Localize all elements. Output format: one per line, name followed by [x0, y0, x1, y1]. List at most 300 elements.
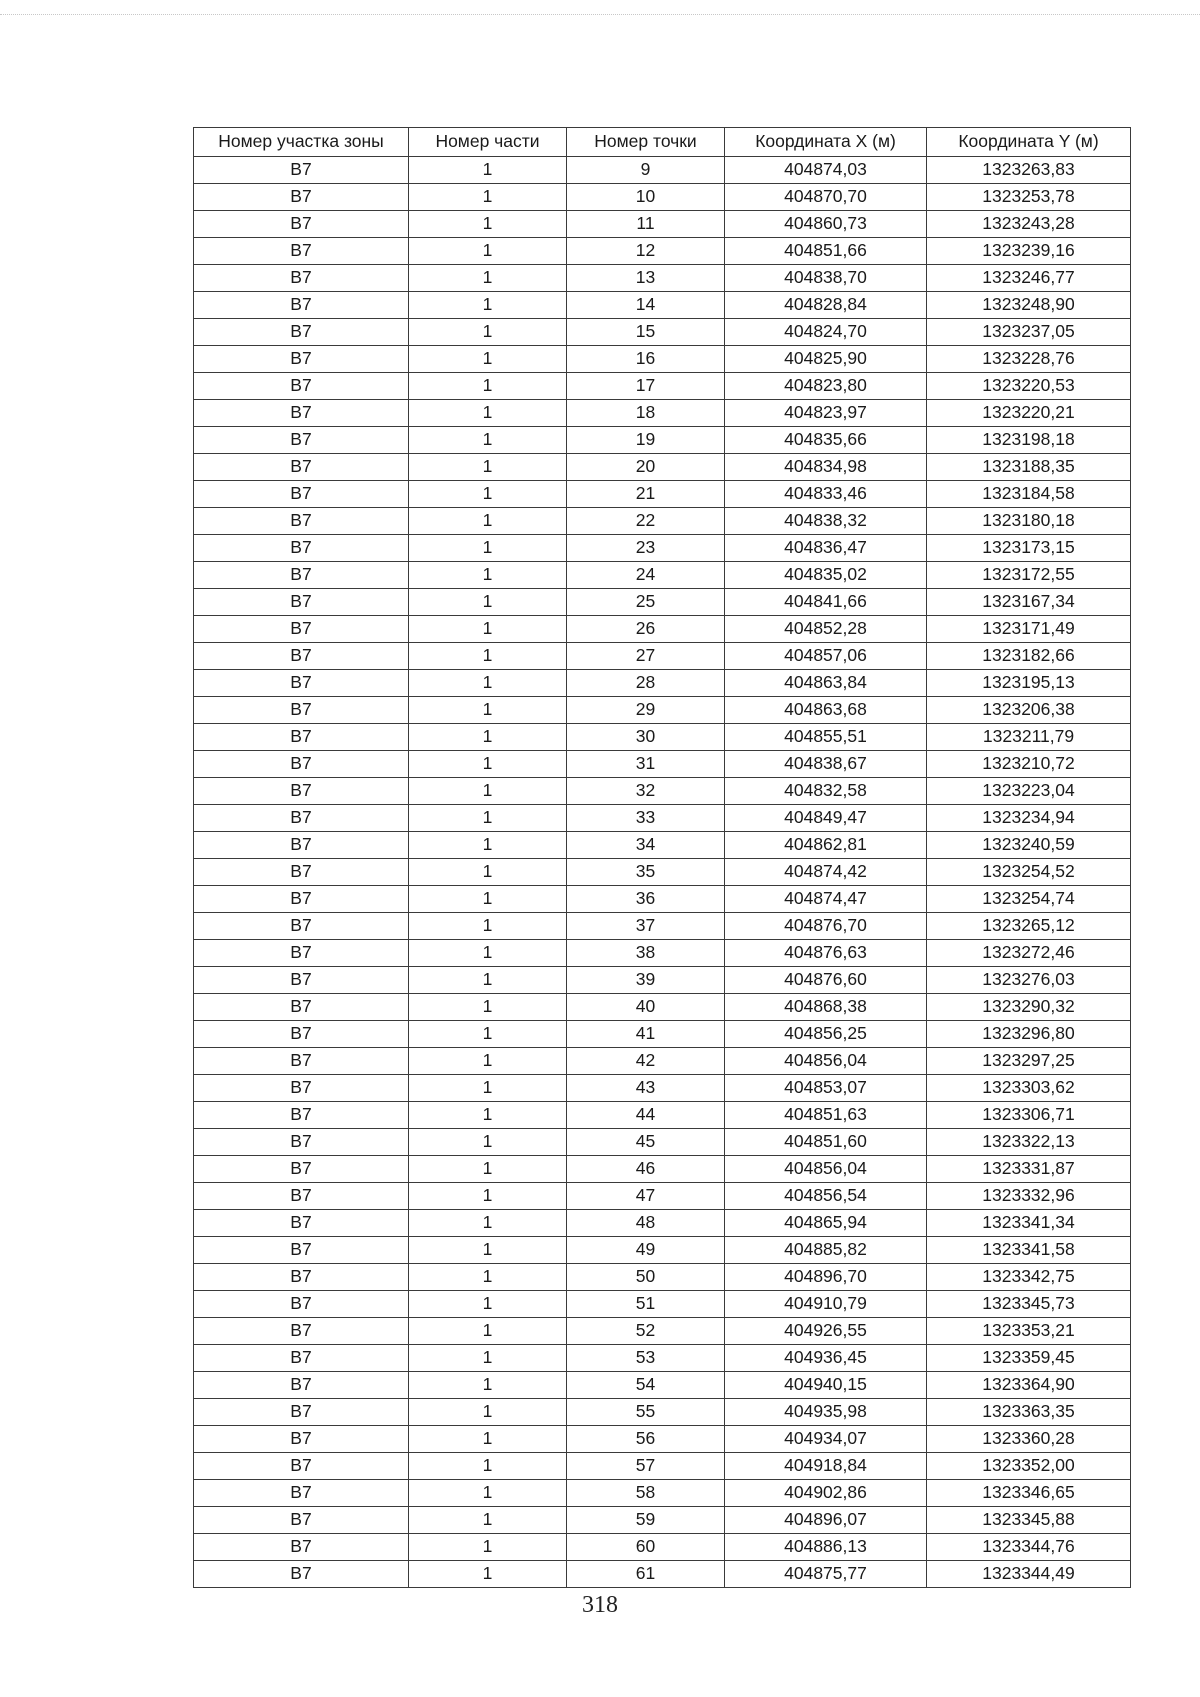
- cell-coordinate-y: 1323228,76: [927, 346, 1131, 373]
- cell-zone-section: B7: [194, 643, 409, 670]
- cell-point-number: 14: [567, 292, 725, 319]
- cell-coordinate-x: 404926,55: [725, 1318, 927, 1345]
- cell-coordinate-y: 1323352,00: [927, 1453, 1131, 1480]
- cell-coordinate-x: 404838,32: [725, 508, 927, 535]
- cell-coordinate-x: 404851,63: [725, 1102, 927, 1129]
- cell-part-number: 1: [409, 1102, 567, 1129]
- header-point-number: Номер точки: [567, 128, 725, 157]
- cell-part-number: 1: [409, 1534, 567, 1561]
- cell-part-number: 1: [409, 427, 567, 454]
- cell-part-number: 1: [409, 778, 567, 805]
- cell-coordinate-y: 1323206,38: [927, 697, 1131, 724]
- table-row: [194, 1372, 1131, 1399]
- cell-coordinate-y: 1323184,58: [927, 481, 1131, 508]
- table-row: [194, 481, 1131, 508]
- cell-coordinate-y: 1323195,13: [927, 670, 1131, 697]
- page-number: 318: [582, 1592, 618, 1618]
- cell-zone-section: B7: [194, 670, 409, 697]
- cell-point-number: 60: [567, 1534, 725, 1561]
- cell-coordinate-x: 404910,79: [725, 1291, 927, 1318]
- header-coordinate-y: Координата Y (м): [927, 128, 1131, 157]
- cell-part-number: 1: [409, 1399, 567, 1426]
- table-row: [194, 319, 1131, 346]
- table-row: [194, 1399, 1131, 1426]
- cell-coordinate-y: 1323243,28: [927, 211, 1131, 238]
- cell-zone-section: B7: [194, 292, 409, 319]
- cell-point-number: 50: [567, 1264, 725, 1291]
- cell-point-number: 20: [567, 454, 725, 481]
- cell-coordinate-y: 1323346,65: [927, 1480, 1131, 1507]
- cell-zone-section: B7: [194, 1426, 409, 1453]
- cell-zone-section: B7: [194, 940, 409, 967]
- cell-zone-section: B7: [194, 859, 409, 886]
- cell-part-number: 1: [409, 481, 567, 508]
- cell-point-number: 53: [567, 1345, 725, 1372]
- cell-point-number: 26: [567, 616, 725, 643]
- cell-coordinate-y: 1323253,78: [927, 184, 1131, 211]
- cell-part-number: 1: [409, 157, 567, 184]
- cell-zone-section: B7: [194, 1129, 409, 1156]
- cell-coordinate-x: 404835,66: [725, 427, 927, 454]
- cell-coordinate-x: 404876,60: [725, 967, 927, 994]
- header-part-number: Номер части: [409, 128, 567, 157]
- header-coordinate-x: Координата X (м): [725, 128, 927, 157]
- cell-coordinate-y: 1323364,90: [927, 1372, 1131, 1399]
- cell-zone-section: B7: [194, 1156, 409, 1183]
- cell-coordinate-x: 404856,54: [725, 1183, 927, 1210]
- cell-point-number: 46: [567, 1156, 725, 1183]
- cell-coordinate-x: 404896,07: [725, 1507, 927, 1534]
- cell-point-number: 22: [567, 508, 725, 535]
- table-row: [194, 535, 1131, 562]
- cell-coordinate-y: 1323363,35: [927, 1399, 1131, 1426]
- cell-coordinate-y: 1323359,45: [927, 1345, 1131, 1372]
- cell-part-number: 1: [409, 1561, 567, 1588]
- cell-part-number: 1: [409, 616, 567, 643]
- table-row: [194, 211, 1131, 238]
- cell-part-number: 1: [409, 805, 567, 832]
- cell-zone-section: B7: [194, 508, 409, 535]
- cell-zone-section: B7: [194, 427, 409, 454]
- cell-coordinate-y: 1323254,52: [927, 859, 1131, 886]
- cell-part-number: 1: [409, 697, 567, 724]
- cell-coordinate-x: 404856,04: [725, 1156, 927, 1183]
- cell-part-number: 1: [409, 1156, 567, 1183]
- cell-coordinate-x: 404853,07: [725, 1075, 927, 1102]
- cell-coordinate-y: 1323303,62: [927, 1075, 1131, 1102]
- cell-coordinate-y: 1323265,12: [927, 913, 1131, 940]
- cell-zone-section: B7: [194, 1021, 409, 1048]
- cell-point-number: 30: [567, 724, 725, 751]
- cell-zone-section: B7: [194, 400, 409, 427]
- cell-coordinate-x: 404940,15: [725, 1372, 927, 1399]
- table-row: [194, 751, 1131, 778]
- cell-part-number: 1: [409, 1264, 567, 1291]
- cell-zone-section: B7: [194, 1291, 409, 1318]
- coordinates-table: [193, 127, 1131, 1588]
- table-row: [194, 670, 1131, 697]
- cell-point-number: 28: [567, 670, 725, 697]
- table-row: [194, 184, 1131, 211]
- cell-part-number: 1: [409, 859, 567, 886]
- cell-point-number: 23: [567, 535, 725, 562]
- table-body: [194, 157, 1131, 1588]
- header-zone-section-number: Номер участка зоны: [194, 128, 409, 157]
- table-row: [194, 1345, 1131, 1372]
- cell-part-number: 1: [409, 1075, 567, 1102]
- cell-point-number: 16: [567, 346, 725, 373]
- cell-coordinate-y: 1323240,59: [927, 832, 1131, 859]
- cell-coordinate-x: 404838,70: [725, 265, 927, 292]
- cell-coordinate-y: 1323223,04: [927, 778, 1131, 805]
- table-row: [194, 1102, 1131, 1129]
- cell-zone-section: B7: [194, 211, 409, 238]
- cell-coordinate-y: 1323246,77: [927, 265, 1131, 292]
- cell-point-number: 10: [567, 184, 725, 211]
- cell-zone-section: B7: [194, 967, 409, 994]
- cell-coordinate-y: 1323353,21: [927, 1318, 1131, 1345]
- cell-point-number: 27: [567, 643, 725, 670]
- cell-point-number: 21: [567, 481, 725, 508]
- table-row: [194, 1210, 1131, 1237]
- cell-coordinate-y: 1323345,88: [927, 1507, 1131, 1534]
- table-row: [194, 1237, 1131, 1264]
- table-row: [194, 427, 1131, 454]
- cell-coordinate-y: 1323172,55: [927, 562, 1131, 589]
- cell-coordinate-y: 1323254,74: [927, 886, 1131, 913]
- cell-part-number: 1: [409, 1453, 567, 1480]
- table-row: [194, 643, 1131, 670]
- cell-coordinate-y: 1323263,83: [927, 157, 1131, 184]
- cell-coordinate-x: 404851,66: [725, 238, 927, 265]
- table-row: [194, 1048, 1131, 1075]
- cell-coordinate-x: 404851,60: [725, 1129, 927, 1156]
- cell-coordinate-y: 1323344,49: [927, 1561, 1131, 1588]
- cell-coordinate-x: 404886,13: [725, 1534, 927, 1561]
- table-row: [194, 1183, 1131, 1210]
- cell-zone-section: B7: [194, 886, 409, 913]
- cell-point-number: 31: [567, 751, 725, 778]
- table-row: [194, 724, 1131, 751]
- table-row: [194, 616, 1131, 643]
- cell-zone-section: B7: [194, 265, 409, 292]
- table-row: [194, 859, 1131, 886]
- cell-zone-section: B7: [194, 1048, 409, 1075]
- cell-point-number: 17: [567, 373, 725, 400]
- cell-coordinate-x: 404841,66: [725, 589, 927, 616]
- cell-zone-section: B7: [194, 751, 409, 778]
- cell-part-number: 1: [409, 562, 567, 589]
- cell-coordinate-y: 1323171,49: [927, 616, 1131, 643]
- cell-point-number: 42: [567, 1048, 725, 1075]
- cell-zone-section: B7: [194, 562, 409, 589]
- cell-coordinate-x: 404870,70: [725, 184, 927, 211]
- cell-zone-section: B7: [194, 994, 409, 1021]
- cell-coordinate-x: 404823,80: [725, 373, 927, 400]
- cell-zone-section: B7: [194, 238, 409, 265]
- table-row: [194, 1480, 1131, 1507]
- cell-coordinate-y: 1323290,32: [927, 994, 1131, 1021]
- cell-zone-section: B7: [194, 697, 409, 724]
- cell-point-number: 56: [567, 1426, 725, 1453]
- cell-point-number: 9: [567, 157, 725, 184]
- cell-part-number: 1: [409, 1021, 567, 1048]
- cell-coordinate-x: 404934,07: [725, 1426, 927, 1453]
- table-row: [194, 940, 1131, 967]
- cell-part-number: 1: [409, 292, 567, 319]
- cell-coordinate-x: 404865,94: [725, 1210, 927, 1237]
- table-row: [194, 346, 1131, 373]
- cell-part-number: 1: [409, 211, 567, 238]
- table-row: [194, 400, 1131, 427]
- cell-coordinate-x: 404863,68: [725, 697, 927, 724]
- table-row: [194, 967, 1131, 994]
- cell-zone-section: B7: [194, 1399, 409, 1426]
- table-row: [194, 913, 1131, 940]
- cell-point-number: 57: [567, 1453, 725, 1480]
- cell-coordinate-y: 1323306,71: [927, 1102, 1131, 1129]
- cell-point-number: 38: [567, 940, 725, 967]
- cell-coordinate-y: 1323342,75: [927, 1264, 1131, 1291]
- cell-point-number: 33: [567, 805, 725, 832]
- cell-coordinate-y: 1323297,25: [927, 1048, 1131, 1075]
- table-row: [194, 1264, 1131, 1291]
- cell-coordinate-x: 404935,98: [725, 1399, 927, 1426]
- cell-part-number: 1: [409, 994, 567, 1021]
- table-row: [194, 1453, 1131, 1480]
- cell-part-number: 1: [409, 265, 567, 292]
- cell-zone-section: B7: [194, 481, 409, 508]
- table-row: [194, 778, 1131, 805]
- cell-point-number: 34: [567, 832, 725, 859]
- cell-coordinate-x: 404936,45: [725, 1345, 927, 1372]
- cell-zone-section: B7: [194, 157, 409, 184]
- cell-point-number: 39: [567, 967, 725, 994]
- cell-part-number: 1: [409, 589, 567, 616]
- cell-coordinate-x: 404874,42: [725, 859, 927, 886]
- cell-point-number: 11: [567, 211, 725, 238]
- cell-coordinate-y: 1323220,21: [927, 400, 1131, 427]
- cell-point-number: 32: [567, 778, 725, 805]
- cell-zone-section: B7: [194, 1453, 409, 1480]
- cell-coordinate-x: 404860,73: [725, 211, 927, 238]
- cell-point-number: 49: [567, 1237, 725, 1264]
- table-row: [194, 1426, 1131, 1453]
- cell-part-number: 1: [409, 319, 567, 346]
- table-row: [194, 238, 1131, 265]
- cell-coordinate-x: 404834,98: [725, 454, 927, 481]
- cell-coordinate-x: 404855,51: [725, 724, 927, 751]
- cell-point-number: 19: [567, 427, 725, 454]
- cell-zone-section: B7: [194, 805, 409, 832]
- cell-part-number: 1: [409, 1372, 567, 1399]
- cell-part-number: 1: [409, 886, 567, 913]
- cell-coordinate-x: 404823,97: [725, 400, 927, 427]
- cell-part-number: 1: [409, 184, 567, 211]
- cell-part-number: 1: [409, 1345, 567, 1372]
- cell-coordinate-y: 1323344,76: [927, 1534, 1131, 1561]
- table-row: [194, 1318, 1131, 1345]
- cell-coordinate-x: 404852,28: [725, 616, 927, 643]
- cell-coordinate-y: 1323360,28: [927, 1426, 1131, 1453]
- cell-zone-section: B7: [194, 724, 409, 751]
- table-header: [194, 128, 1131, 157]
- cell-zone-section: B7: [194, 1183, 409, 1210]
- cell-point-number: 29: [567, 697, 725, 724]
- cell-part-number: 1: [409, 751, 567, 778]
- cell-zone-section: B7: [194, 1534, 409, 1561]
- cell-coordinate-y: 1323345,73: [927, 1291, 1131, 1318]
- cell-coordinate-x: 404896,70: [725, 1264, 927, 1291]
- cell-coordinate-x: 404856,04: [725, 1048, 927, 1075]
- cell-point-number: 47: [567, 1183, 725, 1210]
- cell-coordinate-y: 1323182,66: [927, 643, 1131, 670]
- table-row: [194, 454, 1131, 481]
- cell-point-number: 37: [567, 913, 725, 940]
- cell-point-number: 61: [567, 1561, 725, 1588]
- cell-coordinate-x: 404825,90: [725, 346, 927, 373]
- cell-coordinate-y: 1323211,79: [927, 724, 1131, 751]
- cell-zone-section: B7: [194, 1372, 409, 1399]
- table-row: [194, 373, 1131, 400]
- cell-coordinate-x: 404875,77: [725, 1561, 927, 1588]
- cell-zone-section: B7: [194, 913, 409, 940]
- cell-part-number: 1: [409, 724, 567, 751]
- scan-edge-line: [0, 14, 1200, 15]
- cell-zone-section: B7: [194, 1507, 409, 1534]
- cell-coordinate-y: 1323322,13: [927, 1129, 1131, 1156]
- table-row: [194, 886, 1131, 913]
- cell-part-number: 1: [409, 832, 567, 859]
- table-row: [194, 589, 1131, 616]
- cell-part-number: 1: [409, 1237, 567, 1264]
- cell-coordinate-x: 404876,70: [725, 913, 927, 940]
- cell-zone-section: B7: [194, 1480, 409, 1507]
- table-row: [194, 1021, 1131, 1048]
- cell-point-number: 40: [567, 994, 725, 1021]
- cell-coordinate-x: 404833,46: [725, 481, 927, 508]
- cell-zone-section: B7: [194, 1318, 409, 1345]
- cell-zone-section: B7: [194, 832, 409, 859]
- cell-point-number: 18: [567, 400, 725, 427]
- cell-point-number: 52: [567, 1318, 725, 1345]
- cell-coordinate-x: 404824,70: [725, 319, 927, 346]
- cell-zone-section: B7: [194, 373, 409, 400]
- cell-part-number: 1: [409, 940, 567, 967]
- cell-zone-section: B7: [194, 184, 409, 211]
- table-row: [194, 1156, 1131, 1183]
- cell-coordinate-y: 1323220,53: [927, 373, 1131, 400]
- cell-zone-section: B7: [194, 454, 409, 481]
- cell-coordinate-y: 1323210,72: [927, 751, 1131, 778]
- cell-zone-section: B7: [194, 1237, 409, 1264]
- cell-part-number: 1: [409, 454, 567, 481]
- cell-coordinate-y: 1323272,46: [927, 940, 1131, 967]
- cell-coordinate-y: 1323234,94: [927, 805, 1131, 832]
- table-row: [194, 1075, 1131, 1102]
- cell-coordinate-x: 404857,06: [725, 643, 927, 670]
- table-row: [194, 805, 1131, 832]
- cell-coordinate-x: 404862,81: [725, 832, 927, 859]
- cell-coordinate-y: 1323276,03: [927, 967, 1131, 994]
- cell-part-number: 1: [409, 1210, 567, 1237]
- cell-coordinate-y: 1323332,96: [927, 1183, 1131, 1210]
- cell-coordinate-x: 404849,47: [725, 805, 927, 832]
- table-row: [194, 697, 1131, 724]
- cell-point-number: 41: [567, 1021, 725, 1048]
- cell-part-number: 1: [409, 643, 567, 670]
- cell-part-number: 1: [409, 1291, 567, 1318]
- cell-point-number: 54: [567, 1372, 725, 1399]
- cell-point-number: 48: [567, 1210, 725, 1237]
- cell-coordinate-x: 404902,86: [725, 1480, 927, 1507]
- table-row: [194, 562, 1131, 589]
- cell-coordinate-x: 404874,47: [725, 886, 927, 913]
- cell-point-number: 58: [567, 1480, 725, 1507]
- cell-zone-section: B7: [194, 1345, 409, 1372]
- cell-coordinate-y: 1323167,34: [927, 589, 1131, 616]
- cell-zone-section: B7: [194, 1264, 409, 1291]
- cell-coordinate-x: 404828,84: [725, 292, 927, 319]
- cell-part-number: 1: [409, 1129, 567, 1156]
- cell-coordinate-x: 404918,84: [725, 1453, 927, 1480]
- table-row: [194, 1291, 1131, 1318]
- cell-coordinate-x: 404832,58: [725, 778, 927, 805]
- table-row: [194, 157, 1131, 184]
- cell-part-number: 1: [409, 1318, 567, 1345]
- cell-coordinate-y: 1323180,18: [927, 508, 1131, 535]
- cell-part-number: 1: [409, 346, 567, 373]
- cell-part-number: 1: [409, 670, 567, 697]
- cell-point-number: 24: [567, 562, 725, 589]
- cell-coordinate-x: 404838,67: [725, 751, 927, 778]
- cell-coordinate-x: 404856,25: [725, 1021, 927, 1048]
- cell-part-number: 1: [409, 238, 567, 265]
- cell-coordinate-y: 1323237,05: [927, 319, 1131, 346]
- table-row: [194, 1561, 1131, 1588]
- table-row: [194, 1507, 1131, 1534]
- cell-zone-section: B7: [194, 589, 409, 616]
- cell-part-number: 1: [409, 1507, 567, 1534]
- cell-coordinate-x: 404835,02: [725, 562, 927, 589]
- cell-coordinate-y: 1323341,34: [927, 1210, 1131, 1237]
- cell-coordinate-x: 404863,84: [725, 670, 927, 697]
- table-row: [194, 265, 1131, 292]
- cell-point-number: 13: [567, 265, 725, 292]
- cell-zone-section: B7: [194, 616, 409, 643]
- cell-point-number: 35: [567, 859, 725, 886]
- cell-part-number: 1: [409, 400, 567, 427]
- table-row: [194, 1534, 1131, 1561]
- cell-point-number: 55: [567, 1399, 725, 1426]
- cell-coordinate-y: 1323188,35: [927, 454, 1131, 481]
- cell-point-number: 44: [567, 1102, 725, 1129]
- cell-point-number: 36: [567, 886, 725, 913]
- cell-zone-section: B7: [194, 778, 409, 805]
- cell-coordinate-y: 1323239,16: [927, 238, 1131, 265]
- cell-zone-section: B7: [194, 1210, 409, 1237]
- cell-coordinate-y: 1323296,80: [927, 1021, 1131, 1048]
- cell-part-number: 1: [409, 1426, 567, 1453]
- cell-coordinate-y: 1323331,87: [927, 1156, 1131, 1183]
- cell-part-number: 1: [409, 535, 567, 562]
- cell-point-number: 15: [567, 319, 725, 346]
- cell-coordinate-y: 1323341,58: [927, 1237, 1131, 1264]
- cell-zone-section: B7: [194, 535, 409, 562]
- cell-coordinate-y: 1323173,15: [927, 535, 1131, 562]
- table-row: [194, 994, 1131, 1021]
- cell-zone-section: B7: [194, 319, 409, 346]
